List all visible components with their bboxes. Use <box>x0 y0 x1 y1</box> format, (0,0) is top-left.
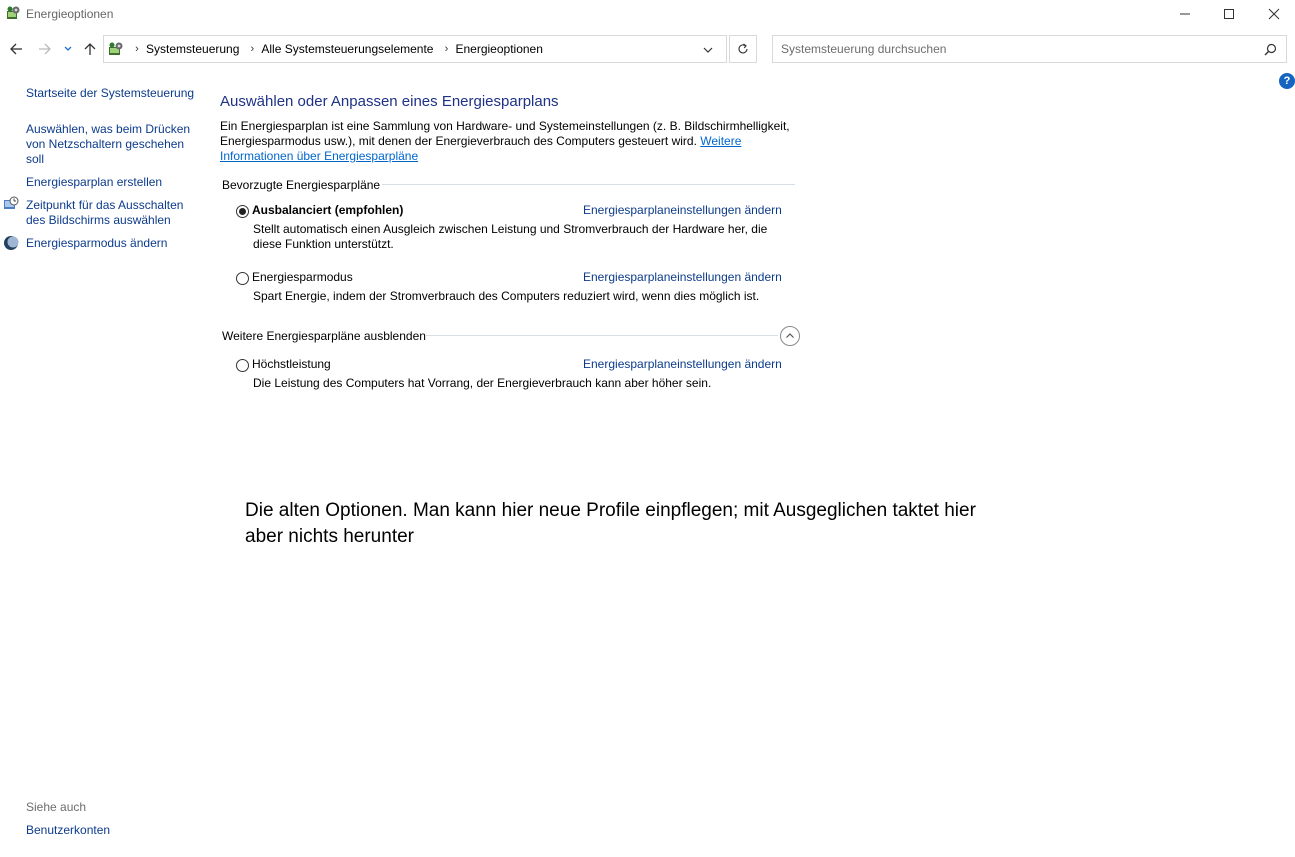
plan-description: Spart Energie, indem der Stromverbrauch des Computers reduziert wird, wenn dies möglich ist. <box>253 289 760 303</box>
breadcrumb-separator[interactable]: › <box>135 43 139 55</box>
divider <box>426 335 778 336</box>
plan-energiesparmodus-radio[interactable] <box>236 272 249 285</box>
divider <box>382 184 795 185</box>
plan-description: Stellt automatisch einen Ausgleich zwischen Leistung und Stromverbrauch der Hardware her, die diese Funktion unterstützt. <box>253 222 768 251</box>
chevron-up-icon <box>785 331 795 341</box>
minimize-icon <box>1179 8 1191 20</box>
intro-description: Ein Energiesparplan ist eine Sammlung von Hardware- und Systemeinstellungen (z. B. Bildschirmhelligkeit, Energiesparmodus usw.), mit denen der Energieverbrauch des Computers gesteuert wird. <box>220 119 790 148</box>
display-timer-icon <box>3 196 19 212</box>
plan-hoechstleistung-radio[interactable] <box>236 359 249 372</box>
chevron-down-icon[interactable] <box>701 43 715 57</box>
sidebar-item-bildschirm-ausschalten[interactable]: Zeitpunkt für das Ausschalten des Bildschirms auswählen <box>26 198 184 227</box>
plan-ausbalanciert <box>236 203 796 253</box>
title-bar <box>0 0 1295 28</box>
plan-description: Die Leistung des Computers hat Vorrang, der Energieverbrauch kann aber höher sein. <box>253 376 712 390</box>
sidebar-item-startseite[interactable]: Startseite der Systemsteuerung <box>26 86 195 100</box>
search-input[interactable] <box>773 36 1258 62</box>
plan-edit-link[interactable]: Energiesparplaneinstellungen ändern <box>583 270 782 284</box>
breadcrumb-separator[interactable]: › <box>250 43 255 55</box>
collapse-plans-button[interactable] <box>780 326 800 346</box>
arrow-right-icon <box>38 42 52 56</box>
more-plans-heading[interactable]: Weitere Energiesparpläne ausblenden <box>222 329 426 343</box>
breadcrumb-systemsteuerung[interactable]: Systemsteuerung <box>146 42 240 56</box>
navigation-bar <box>0 34 1295 64</box>
up-button[interactable] <box>79 38 101 60</box>
plan-name[interactable]: Höchstleistung <box>252 357 331 371</box>
close-icon <box>1268 8 1280 20</box>
breadcrumb <box>130 42 549 56</box>
forward-button[interactable] <box>34 38 56 60</box>
plan-ausbalanciert-radio[interactable] <box>236 205 249 218</box>
plan-name[interactable]: Ausbalanciert (empfohlen) <box>252 203 404 217</box>
plan-name[interactable]: Energiesparmodus <box>252 270 353 284</box>
sleep-mode-icon <box>3 235 19 251</box>
chevron-down-icon <box>61 42 75 56</box>
preferred-plans-heading: Bevorzugte Energiesparpläne <box>222 178 381 192</box>
sidebar-item-energiesparmodus[interactable]: Energiesparmodus ändern <box>26 236 168 250</box>
see-also-heading: Siehe auch <box>26 800 87 814</box>
breadcrumb-separator[interactable]: › <box>444 43 449 55</box>
control-panel-icon <box>5 5 21 21</box>
search-icon[interactable] <box>1264 43 1277 56</box>
breadcrumb-energieoptionen[interactable]: Energieoptionen <box>455 42 543 56</box>
plan-edit-link[interactable]: Energiesparplaneinstellungen ändern <box>583 357 782 371</box>
window-title: Energieoptionen <box>26 7 114 21</box>
control-panel-icon <box>107 41 125 57</box>
maximize-button[interactable] <box>1206 0 1252 28</box>
more-info-link[interactable]: Weitere Informationen über Energiesparpläne <box>220 134 742 163</box>
intro-text <box>220 119 800 164</box>
see-also-benutzerkonten[interactable]: Benutzerkonten <box>26 823 111 837</box>
plan-edit-link[interactable]: Energiesparplaneinstellungen ändern <box>583 203 782 217</box>
recent-locations-button[interactable] <box>60 38 76 60</box>
sidebar-item-plan-erstellen[interactable]: Energiesparplan erstellen <box>26 175 163 189</box>
arrow-up-icon <box>83 42 97 56</box>
help-icon[interactable]: ? <box>1279 73 1295 89</box>
plan-energiesparmodus <box>236 270 796 304</box>
minimize-button[interactable] <box>1162 0 1208 28</box>
sidebar-item-netzschalter[interactable]: Auswählen, was beim Drücken von Netzschaltern geschehen soll <box>26 122 191 166</box>
arrow-left-icon <box>9 42 23 56</box>
address-bar[interactable] <box>103 35 727 63</box>
plan-hoechstleistung <box>236 357 796 391</box>
annotation-text: Die alten Optionen. Man kann hier neue Profile einpflegen; mit Ausgeglichen taktet hier aber nichts herunter <box>245 500 976 547</box>
refresh-button[interactable] <box>729 35 757 63</box>
refresh-icon <box>737 43 749 55</box>
search-box <box>772 35 1287 63</box>
breadcrumb-alle-elemente[interactable]: Alle Systemsteuerungselemente <box>261 42 434 56</box>
maximize-icon <box>1223 8 1235 20</box>
close-button[interactable] <box>1251 0 1295 28</box>
page-title: Auswählen oder Anpassen eines Energiesparplans <box>220 93 559 110</box>
back-button[interactable] <box>5 38 27 60</box>
